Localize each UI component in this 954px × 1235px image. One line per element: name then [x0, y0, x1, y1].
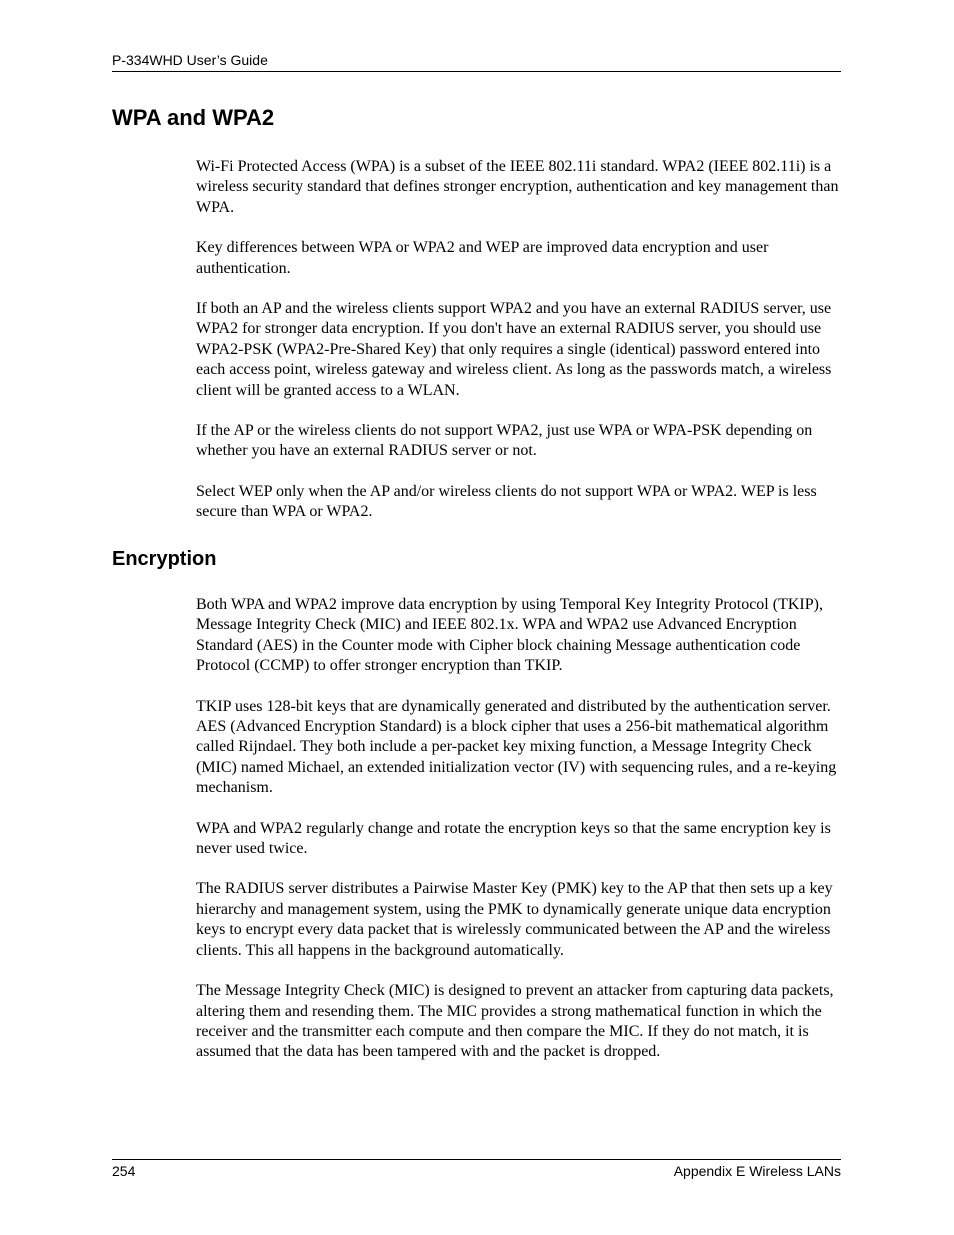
- encryption-paragraph: The Message Integrity Check (MIC) is designed to prevent an attacker from capturing data packets, altering them and resending them. The MIC provides a strong mathematical function in which the receiver and the transmitter each compute and then compare the MIC. If they do not match, it is assumed that the data has been tampered with and the packet is dropped.: [196, 982, 834, 1061]
- encryption-paragraph: WPA and WPA2 regularly change and rotate the encryption keys so that the same encryption key is never used twice.: [196, 819, 831, 858]
- encryption-paragraph: The RADIUS server distributes a Pairwise Master Key (PMK) key to the AP that then sets up a key hierarchy and management system, using the PMK to dynamically generate unique data encryption keys to encrypt every data packet that is wirelessly communicated between the AP and the wireless clients. This all happens in the background automatically.: [196, 880, 833, 959]
- heading-wpa-and-wpa2: WPA and WPA2: [112, 105, 275, 130]
- wpa-paragraph: Key differences between WPA or WPA2 and WEP are improved data encryption and user authentication.: [196, 239, 769, 277]
- wpa-paragraph: Select WEP only when the AP and/or wireless clients do not support WPA or WPA2. WEP is less secure than WPA or WPA2.: [196, 482, 817, 521]
- wpa-paragraph: Wi-Fi Protected Access (WPA) is a subset of the IEEE 802.11i standard. WPA2 (IEEE 802.11i) is a wireless security standard that defines stronger encryption, authentication and key management than WPA.: [196, 158, 839, 216]
- page-number: 254: [112, 1163, 136, 1179]
- heading-encryption: Encryption: [112, 548, 217, 570]
- footer-section-title: Appendix E Wireless LANs: [673, 1163, 841, 1179]
- running-header: P-334WHD User’s Guide: [112, 52, 268, 68]
- encryption-paragraph: TKIP uses 128-bit keys that are dynamically generated and distributed by the authentication server. AES (Advanced Encryption Standard) is a block cipher that uses a 256-bit mathematical algorithm called Rijndael. They both include a per-packet key mixing function, a Message Integrity Check (MIC) named Michael, an extended initialization vector (IV) with sequencing rules, and a re-keying mechanism.: [196, 697, 837, 797]
- footer-rule: [112, 1159, 841, 1160]
- wpa-section-body: [196, 157, 844, 543]
- header-rule: [112, 71, 841, 72]
- encryption-paragraph: Both WPA and WPA2 improve data encryption by using Temporal Key Integrity Protocol (TKIP), Message Integrity Check (MIC) and IEEE 802.1x. WPA and WPA2 use Advanced Encryption Standard (AES) in the Counter mode with Cipher block chaining Message authentication code Protocol (CCMP) to offer stronger encryption than TKIP.: [196, 596, 823, 675]
- encryption-section-body: [196, 595, 844, 1083]
- wpa-paragraph: If the AP or the wireless clients do not support WPA2, just use WPA or WPA-PSK depending on whether you have an external RADIUS server or not.: [196, 422, 813, 460]
- wpa-paragraph: If both an AP and the wireless clients support WPA2 and you have an external RADIUS server, use WPA2 for stronger data encryption. If you don't have an external RADIUS server, you should use WPA2-PSK (WPA2-Pre-Shared Key) that only requires a single (identical) password entered into each access point, wireless gateway and wireless client. As long as the passwords match, a wireless client will be granted access to a WLAN.: [196, 300, 832, 399]
